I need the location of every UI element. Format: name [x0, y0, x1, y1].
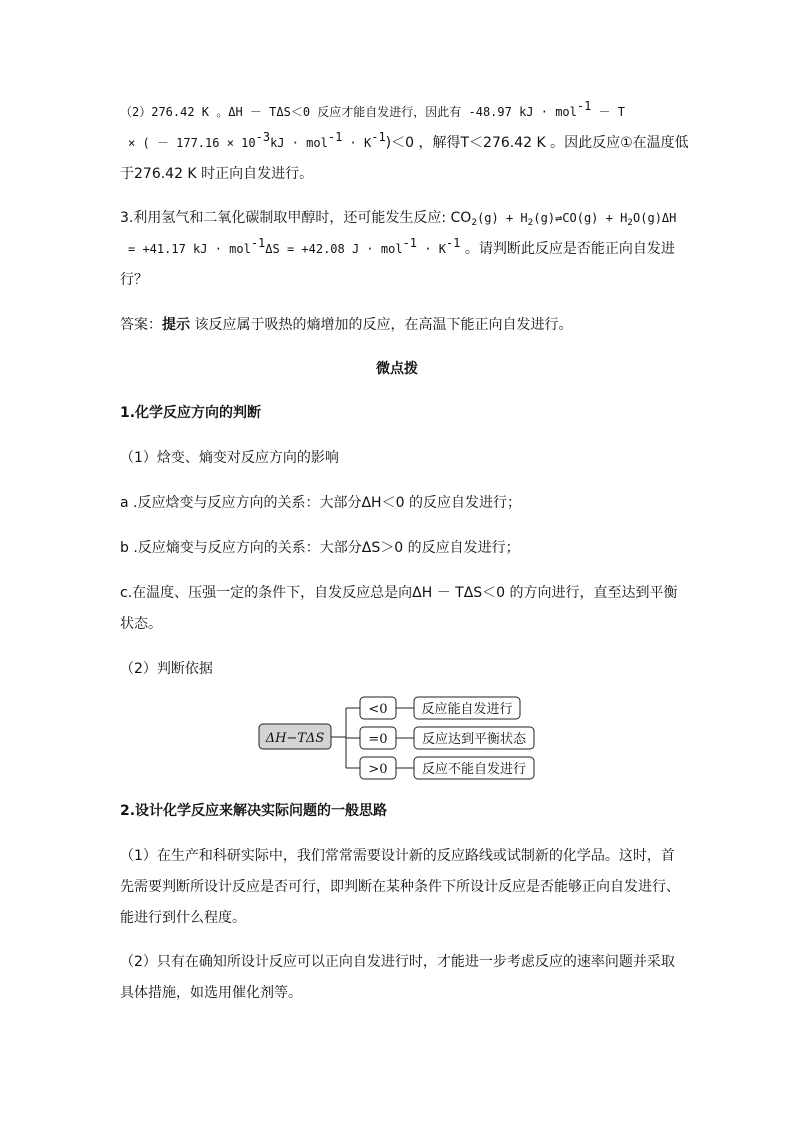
text: kJ · mol [270, 136, 328, 150]
text: 于276.42 K 时正向自发进行。 [120, 166, 314, 182]
hint-label: 提示 [162, 317, 190, 333]
text: = +41.17 kJ · mol [128, 242, 251, 256]
answer-line-3 [120, 159, 680, 190]
text: － T [591, 105, 626, 119]
question-3-line-3 [120, 265, 680, 296]
condition-label: >0 [368, 762, 388, 777]
answer-label: 答案： [120, 317, 162, 333]
item-c-line-2: 状态。 [120, 616, 162, 632]
item-a: a .反应焓变与反应方向的关系：大部分ΔH＜0 的反应自发进行； [120, 495, 521, 511]
text: × ( － 177.16 × 10 [128, 136, 256, 150]
text: （2）276.42 K 。ΔH － TΔS＜0 反应才能自发进行，因此有 -48.97 kJ · mol [120, 105, 577, 119]
answer-line-1 [120, 97, 680, 128]
text: · K [342, 136, 372, 150]
question-3-line-2 [128, 234, 688, 265]
paragraph-2-line-2: 具体措施，如选用催化剂等。 [120, 985, 302, 1001]
text: (g) + H [477, 211, 528, 225]
condition-label: =0 [368, 732, 388, 747]
subscript: 2 [527, 218, 534, 228]
text: · K [417, 242, 446, 256]
subheading-1: （1）焓变、熵变对反应方向的影响 [120, 450, 339, 466]
text: )＜0 ，解得T＜276.42 K 。因此反应①在温度低 [385, 135, 689, 151]
subscript: 2 [627, 218, 634, 228]
result-label: 反应不能自发进行 [421, 762, 527, 777]
superscript: -1 [402, 236, 418, 250]
heading-2: 2.设计化学反应来解决实际问题的一般思路 [120, 803, 388, 819]
answer-line-2 [128, 128, 688, 159]
condition-label: <0 [368, 702, 388, 717]
answer-line [120, 310, 680, 341]
superscript: -3 [255, 130, 271, 144]
text: 3.利用氢气和二氧化碳制取甲醇时，还可能发生反应: CO [120, 210, 472, 226]
text: ΔS = +42.08 J · mol [265, 242, 403, 256]
paragraph-2-line-1: （2）只有在确知所设计反应可以正向自发进行时，才能进一步考虑反应的速率问题并采取 [120, 954, 675, 970]
superscript: -1 [576, 99, 592, 113]
question-3-line-1 [120, 203, 680, 234]
text: 。请判断此反应是否能正向自发进 [460, 241, 675, 257]
result-label: 反应能自发进行 [421, 702, 513, 717]
paragraph-1-line-1: （1）在生产和科研实际中，我们常常需要设计新的反应路线或试制新的化学品。这时，首 [120, 848, 675, 864]
text: O(g)ΔH [633, 211, 677, 225]
text: 行？ [120, 272, 148, 288]
decision-diagram [0, 692, 794, 792]
paragraph-1-line-2: 先需要判断所设计反应是否可行，即判断在某种条件下所设计反应是否能够正向自发进行、 [120, 879, 680, 895]
answer-text: 该反应属于吸热的熵增加的反应，在高温下能正向自发进行。 [190, 317, 573, 333]
text: (g)⇌CO(g) + H [533, 211, 628, 225]
superscript: -1 [445, 236, 461, 250]
item-c-line-1: c.在温度、压强一定的条件下，自发反应总是向ΔH － TΔS＜0 的方向进行，直至达到平衡 [120, 585, 678, 601]
superscript: -1 [371, 130, 386, 144]
superscript: -1 [250, 236, 266, 250]
result-label: 反应达到平衡状态 [421, 732, 527, 747]
heading-1: 1.化学反应方向的判断 [120, 405, 262, 421]
paragraph-1-line-3: 能进行到什么程度。 [120, 910, 246, 926]
item-b: b .反应熵变与反应方向的关系：大部分ΔS＞0 的反应自发进行； [120, 540, 520, 556]
root-label: ΔH−TΔS [265, 731, 325, 746]
subheading-2: （2）判断依据 [120, 661, 213, 677]
superscript: -1 [327, 130, 343, 144]
subscript: 2 [471, 218, 478, 228]
section-title: 微点拨 [376, 361, 418, 377]
